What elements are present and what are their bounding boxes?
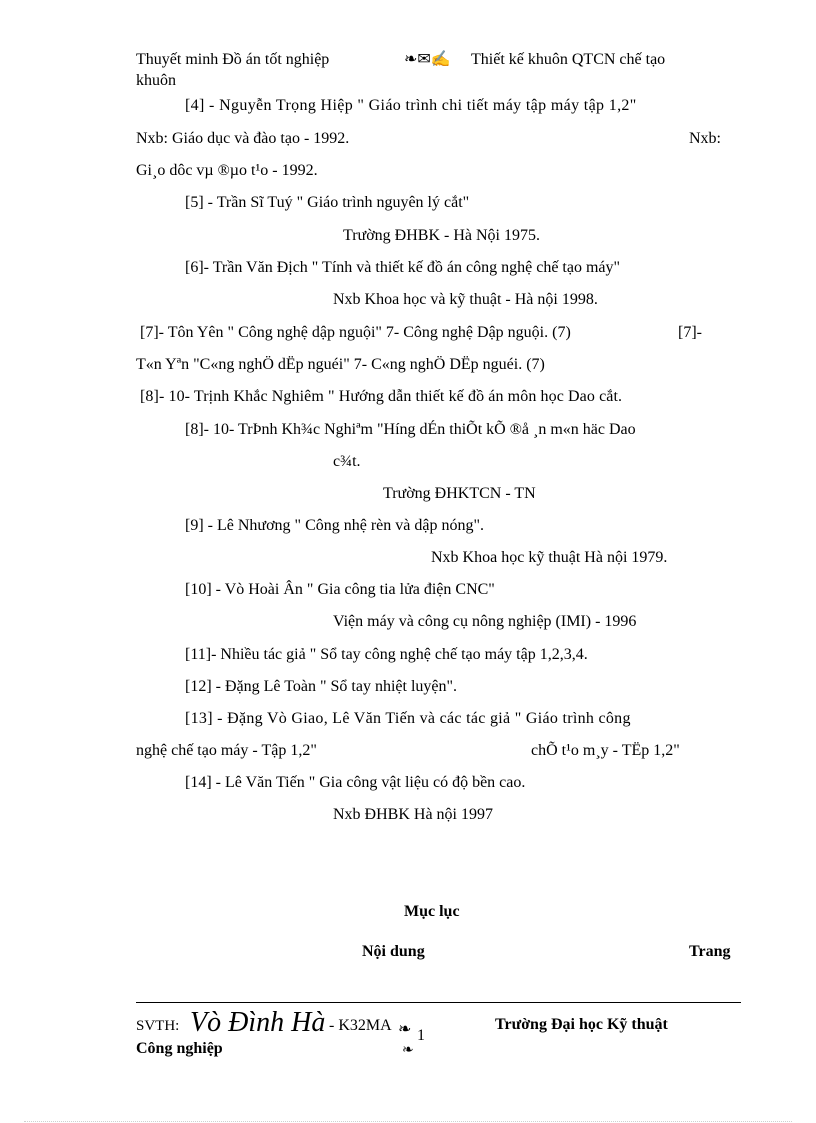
footer-school-wrap: Công nghiệp xyxy=(136,1040,223,1057)
reference-10: [10] - Vò Hoài Ân " Gia công tia lửa điện CNC" xyxy=(185,581,495,598)
toc-column-page: Trang xyxy=(689,943,731,960)
reference-8-garbled-wrap: c¾t. xyxy=(333,453,361,470)
reference-11: [11]- Nhiều tác giả " Sổ tay công nghệ chế tạo máy tập 1,2,3,4. xyxy=(185,646,588,663)
header-title-right: Thiết kế khuôn QTCN chế tạo xyxy=(471,51,666,68)
reference-8: [8]- 10- Trịnh Khắc Nghiêm " Hướng dẫn thiết kế đồ án môn học Dao cắt. xyxy=(140,388,623,405)
reference-5-publisher: Trường ĐHBK - Hà Nội 1975. xyxy=(343,227,540,244)
reference-7-label: [7]- xyxy=(678,324,702,341)
reference-9: [9] - Lê Nhương " Công nhệ rèn và dập nóng". xyxy=(185,517,485,534)
reference-8-garbled: [8]- 10- TrÞnh Kh¾c Nghiªm "Híng dÉn thiÕt kÕ ®å ¸n m«n häc Dao xyxy=(185,421,636,438)
reference-7: [7]- Tôn Yên " Công nghệ dập nguội" 7- Công nghệ Dập nguội. (7) xyxy=(140,324,571,341)
ornament-icon: ❧✉✍ xyxy=(404,51,451,68)
footer-ornament-icon: ❧ xyxy=(398,1021,412,1038)
reference-4-publisher-label: Nxb: xyxy=(689,130,721,147)
header-title-wrap: khuôn xyxy=(136,72,176,89)
footer-student-name: Vò Đình Hà xyxy=(190,1007,326,1038)
reference-12: [12] - Đặng Lê Toàn " Sổ tay nhiệt luyện". xyxy=(185,678,458,695)
reference-14: [14] - Lê Văn Tiến " Gia công vật liệu có độ bền cao. xyxy=(185,774,526,791)
reference-14-publisher: Nxb ĐHBK Hà nội 1997 xyxy=(333,806,493,823)
reference-13: [13] - Đặng Vò Giao, Lê Văn Tiến và các tác giả " Giáo trình công xyxy=(185,710,631,727)
reference-13-wrap: nghệ chế tạo máy - Tập 1,2" xyxy=(136,742,317,759)
footer-ornament-icon-2: ❧ xyxy=(402,1043,414,1058)
toc-column-content: Nội dung xyxy=(362,943,425,960)
reference-6-publisher: Nxb Khoa học và kỹ thuật - Hà nội 1998. xyxy=(333,291,598,308)
reference-10-publisher: Viện máy và công cụ nông nghiệp (IMI) - 1996 xyxy=(333,613,637,630)
footer-school: Trường Đại học Kỹ thuật xyxy=(495,1016,668,1033)
reference-4-publisher-garbled: Gi¸o dôc vµ ®µo t¹o - 1992. xyxy=(136,162,318,179)
reference-8-publisher: Trường ĐHKTCN - TN xyxy=(383,485,536,502)
reference-13-garbled: chÕ t¹o m¸y - TËp 1,2" xyxy=(531,742,680,759)
page-bottom-edge xyxy=(24,1121,792,1122)
reference-6: [6]- Trần Văn Địch " Tính và thiết kế đồ án công nghệ chế tạo máy" xyxy=(185,259,621,276)
header-title-left: Thuyết minh Đồ án tốt nghiệp xyxy=(136,51,330,68)
footer-svth-label: SVTH: xyxy=(136,1018,180,1034)
reference-7-garbled: T«n Yªn "C«ng nghÖ dËp nguéi" 7- C«ng nghÖ DËp nguéi. (7) xyxy=(136,356,545,373)
toc-title: Mục lục xyxy=(404,903,460,920)
footer-page-number: 1 xyxy=(417,1027,425,1044)
reference-4: [4] - Nguyễn Trọng Hiệp " Giáo trình chi tiết máy tập máy tập 1,2" xyxy=(185,97,637,114)
footer-class: - K32MA xyxy=(329,1017,392,1034)
reference-5: [5] - Trần Sĩ Tuý " Giáo trình nguyên lý cắt" xyxy=(185,194,470,211)
reference-4-publisher: Nxb: Giáo dục và đào tạo - 1992. xyxy=(136,130,350,147)
footer-divider xyxy=(136,1002,741,1003)
reference-9-publisher: Nxb Khoa học kỹ thuật Hà nội 1979. xyxy=(431,549,668,566)
